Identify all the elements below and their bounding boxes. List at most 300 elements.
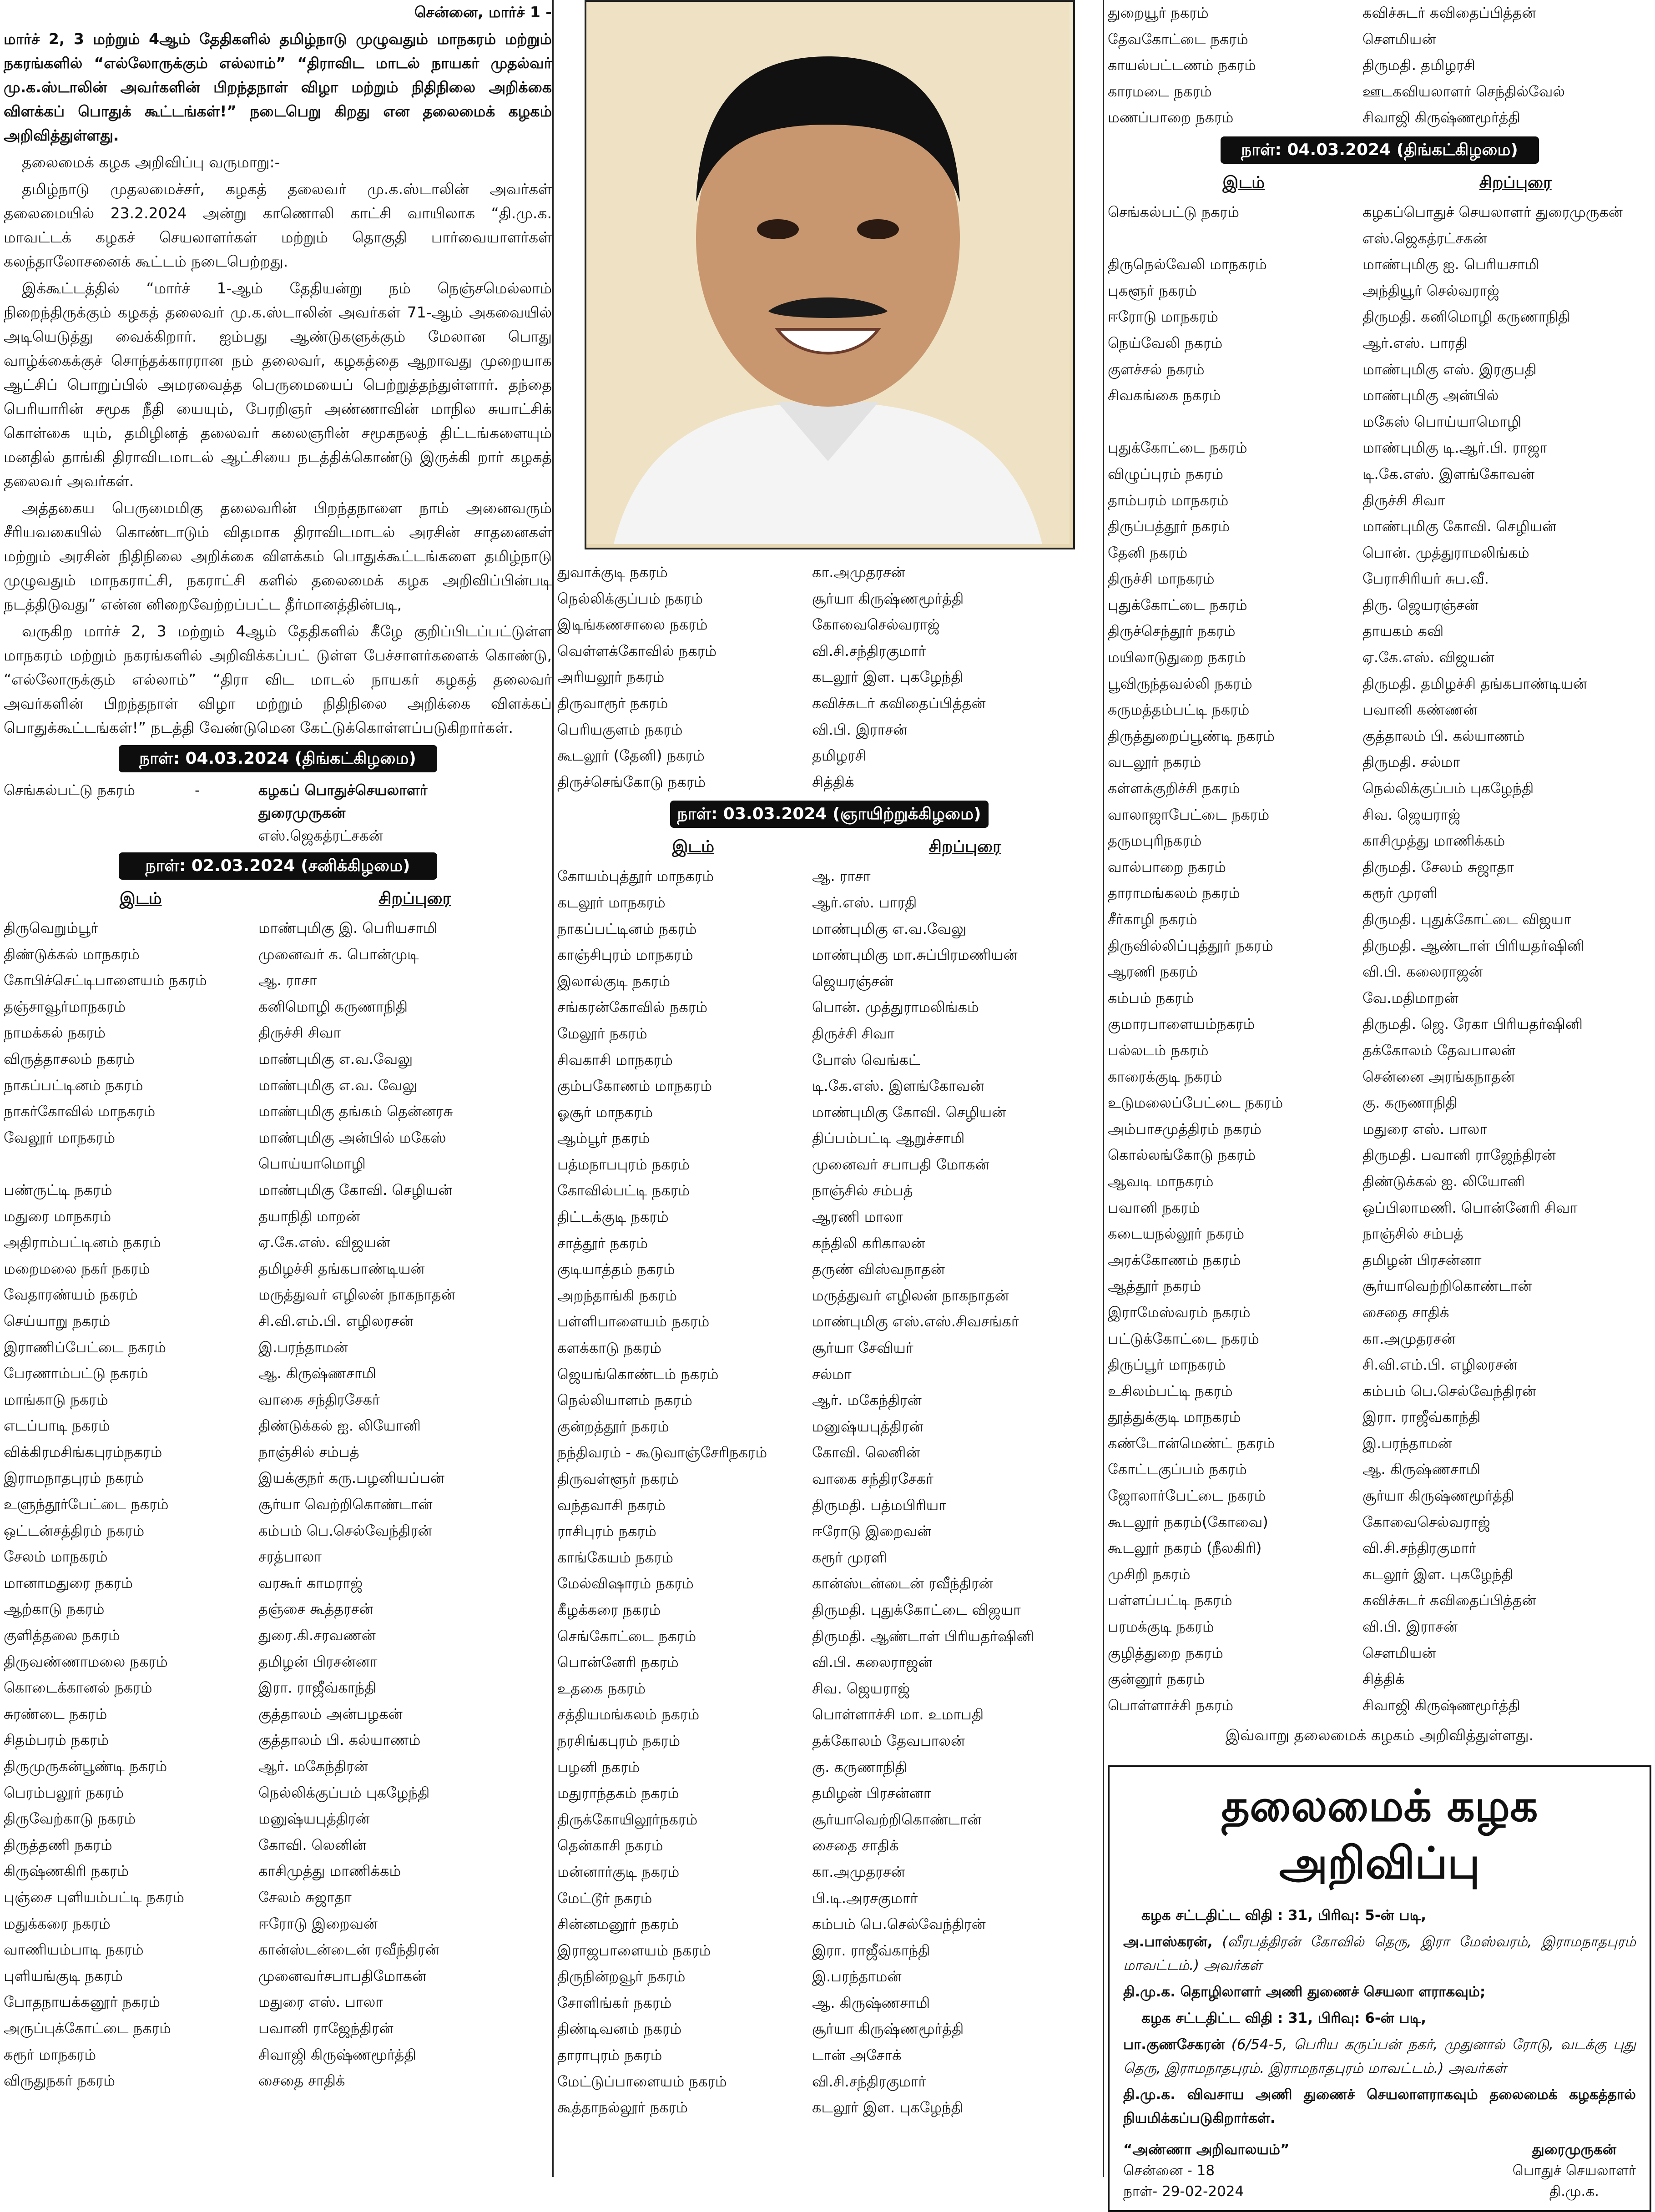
table-row xyxy=(4,1335,552,1361)
table-row xyxy=(4,1046,552,1073)
place: திருவாரூர் நகரம் xyxy=(557,694,668,712)
table-row xyxy=(557,690,1101,717)
speaker: ஆரணி மாலா xyxy=(812,1208,903,1226)
place: திருச்செந்தூர் நகரம் xyxy=(1108,622,1236,640)
table-row xyxy=(557,1099,1101,1126)
speaker: மதுரை எஸ். பாலா xyxy=(258,1993,383,2011)
column-rule xyxy=(1103,0,1104,2177)
speaker: இ.பரந்தாமன் xyxy=(1362,1434,1452,1452)
speaker: டி.கே.எஸ். இளங்கோவன் xyxy=(812,1077,984,1095)
table-row xyxy=(1108,79,1651,105)
table-row xyxy=(1108,749,1651,776)
table-row xyxy=(4,1229,552,1256)
speaker: கழகப்பொதுச் செயலாளர் துரைமுருகன் xyxy=(1362,203,1623,221)
place: திருத்துறைப்பூண்டி நகரம் xyxy=(1108,727,1275,745)
table-row xyxy=(1108,828,1651,854)
table-row xyxy=(1108,1509,1651,1536)
speaker: கவிச்சுடர் கவிதைப்பித்தன் xyxy=(1362,4,1536,21)
table-row xyxy=(4,1911,552,1937)
place: சுரண்டை நகரம் xyxy=(4,1705,107,1723)
table-row xyxy=(4,994,552,1020)
place: காரமடை நகரம் xyxy=(1108,82,1212,100)
place: நெய்வேலி நகரம் xyxy=(1108,334,1223,352)
place: புதுக்கோட்டை நகரம் xyxy=(1108,439,1247,457)
place: வேலூர் மாநகரம் xyxy=(4,1129,116,1146)
place: குளச்சல் நகரம் xyxy=(1108,360,1205,378)
table-row xyxy=(1108,1300,1651,1326)
place: பட்டுக்கோட்டை நகரம் xyxy=(1108,1330,1259,1347)
table-row xyxy=(1108,1273,1651,1300)
table-row xyxy=(557,1597,1101,1623)
table-row xyxy=(1108,985,1651,1012)
place: நாகப்பட்டினம் நகரம் xyxy=(557,920,697,937)
header-place: இடம் xyxy=(119,889,162,908)
table-row xyxy=(4,1884,552,1911)
speaker: குத்தாலம் பி. கல்யாணம் xyxy=(258,1731,421,1749)
speaker: மாண்புமிகு எஸ்.எஸ்.சிவசங்கர் xyxy=(812,1313,1019,1330)
place: வாலாஜாபேட்டை நகரம் xyxy=(1108,806,1270,823)
date-banner: நாள்: 03.03.2024 (ஞாயிற்றுக்கிழமை) xyxy=(670,801,989,828)
place: கடையநல்லூர் நகரம் xyxy=(1108,1225,1245,1243)
table-row xyxy=(1108,514,1651,540)
date-banner: நாள்: 04.03.2024 (திங்கட்கிழமை) xyxy=(1221,136,1539,164)
table-row xyxy=(1108,645,1651,671)
place: மறைமலை நகர் நகரம் xyxy=(4,1260,150,1277)
place: குடியாத்தம் நகரம் xyxy=(557,1260,675,1278)
speaker: கம்பம் பெ.செல்வேந்திரன் xyxy=(812,1915,986,1933)
place: திருத்தணி நகரம் xyxy=(4,1836,112,1854)
speaker: ஈரோடு இறைவன் xyxy=(812,1522,932,1540)
speaker: தயாநிதி மாறன் xyxy=(258,1207,360,1225)
table-row xyxy=(557,1283,1101,1309)
speaker: எஸ்.ஜெகத்ரட்சகன் xyxy=(1362,229,1487,247)
speaker: ஏ.கே.எஸ். விஜயன் xyxy=(258,1234,390,1251)
speaker: தமிழன் பிரசன்னா xyxy=(812,1784,931,1802)
speaker: சி.வி.எம்.பி. எழிலரசன் xyxy=(1362,1356,1518,1374)
place: கோயம்புத்தூர் மாநகரம் xyxy=(557,867,714,885)
table-row xyxy=(1108,1247,1651,1274)
speaker: சூர்யா சேவியர் xyxy=(812,1339,913,1357)
place: பேரணாம்பட்டு நகரம் xyxy=(4,1365,148,1382)
table-row xyxy=(4,1125,552,1151)
speaker: கு. கருணாநிதி xyxy=(812,1758,907,1776)
place: ராசிபுரம் நகரம் xyxy=(557,1522,656,1540)
table-row xyxy=(4,2015,552,2042)
table-row xyxy=(4,1151,552,1177)
speaker: மாண்புமிகு டி.ஆர்.பி. ராஜா xyxy=(1362,439,1548,457)
schedule-list xyxy=(1108,0,1651,131)
place: திருவள்ளூர் நகரம் xyxy=(557,1470,679,1487)
table-row xyxy=(4,1649,552,1675)
speaker: சிவாஜி கிருஷ்ணமூர்த்தி xyxy=(258,2046,416,2063)
place: வேதாரண்யம் நகரம் xyxy=(4,1286,138,1304)
lead-paragraph: மார்ச் 2, 3 மற்றும் 4ஆம் தேதிகளில் தமிழ்நாடு முழுவதும் மாநகரம் மற்றும் நகரங்களில் “எல்லோருக்கும் எல்லாம்” “திராவிட மாடல் நாயகர் முதல்வர் மு.க.ஸ்டாலின் அவர்களின் பிறந்தநாள் விழா மற்றும் நிதிநிலை அறிக்கை விளக்கப் பொதுக் கூட்டங்கள்!” நடைபெறு கிறது என தலைமைக் கழகம் அறிவித்துள்ளது. xyxy=(4,30,552,144)
place: செங்கோட்டை நகரம் xyxy=(557,1627,696,1645)
speaker: மாண்புமிகு எஸ். இரகுபதி xyxy=(1362,360,1537,378)
speaker: திருச்சி சிவா xyxy=(258,1024,341,1042)
speaker: இயக்குநர் கரு.பழனியப்பன் xyxy=(258,1469,444,1487)
appointee-address: (6/54-5, பெரிய கருப்பன் நகர், முதுனால் ரோடு, வடக்கு புது தெரு, இராமநாதபுரம். இராமநாதபுரம் மாவட்டம்.) அவர்கள் xyxy=(1123,2036,1636,2077)
place: கம்பம் நகரம் xyxy=(1108,989,1194,1007)
speaker: ஆர். மகேந்திரன் xyxy=(258,1758,368,1775)
table-row xyxy=(1108,1666,1651,1693)
place: வால்பாறை நகரம் xyxy=(1108,858,1226,876)
column-2 xyxy=(557,0,1101,2177)
speaker: சித்திக் xyxy=(1362,1670,1405,1688)
place: திருக்கோயிலூர்நகரம் xyxy=(557,1810,698,1828)
place: துறையூர் நகரம் xyxy=(1108,4,1209,21)
speaker: மனுஷ்யபுத்திரன் xyxy=(812,1417,923,1435)
place: சத்தியமங்கலம் நகரம் xyxy=(557,1706,700,1723)
table-row xyxy=(1108,671,1651,697)
place: கள்ளக்குறிச்சி நகரம் xyxy=(1108,780,1240,797)
speaker-title: கழகப் பொதுச்செயலாளர் xyxy=(258,781,428,799)
signature-block xyxy=(1123,2139,1636,2202)
table-row xyxy=(1108,409,1651,435)
speaker: ஆ. கிருஷ்ணசாமி xyxy=(258,1365,377,1382)
table-row xyxy=(1108,1431,1651,1457)
place: விழுப்புரம் நகரம் xyxy=(1108,465,1223,483)
place: பொள்ளாச்சி நகரம் xyxy=(1108,1696,1234,1714)
table-row xyxy=(557,1178,1101,1204)
speaker: திருமதி. சேலம் சுஜாதா xyxy=(1362,858,1514,876)
speaker: மாண்புமிகு எ.வ. வேலு xyxy=(258,1076,418,1094)
speaker: தக்கோலம் தேவபாலன் xyxy=(812,1732,965,1749)
place: தென்காசி நகரம் xyxy=(557,1837,663,1854)
table-header xyxy=(4,886,552,912)
table-row xyxy=(1108,1535,1651,1562)
speaker: கோவைசெல்வராஜ் xyxy=(812,616,940,634)
place: கடலூர் மாநகரம் xyxy=(557,893,666,911)
table-row xyxy=(557,1702,1101,1728)
table-row xyxy=(557,1440,1101,1466)
place: பவானி நகரம் xyxy=(1108,1199,1200,1216)
table-row xyxy=(557,942,1101,968)
speaker: கோவி. லெனின் xyxy=(258,1836,367,1854)
speaker: நெல்லிக்குப்பம் புகழேந்தி xyxy=(258,1784,430,1801)
table-row xyxy=(1108,199,1651,226)
table-row xyxy=(4,1544,552,1570)
speaker: எஸ்.ஜெகத்ரட்சகன் xyxy=(258,827,383,844)
speaker: பொள்ளாச்சி மா. உமாபதி xyxy=(812,1706,984,1723)
speaker: சௌமியன் xyxy=(1362,1644,1436,1662)
speaker: திருமதி. சல்மா xyxy=(1362,753,1460,771)
place: ஆத்தூர் நகரம் xyxy=(1108,1277,1201,1295)
place: பல்லடம் நகரம் xyxy=(1108,1041,1209,1059)
table-row xyxy=(557,717,1101,743)
place: தருமபுரிநகரம் xyxy=(1108,832,1202,850)
table-row xyxy=(4,1308,552,1335)
place: நாமக்கல் நகரம் xyxy=(4,1024,106,1042)
place: மானாமதுரை நகரம் xyxy=(4,1574,133,1592)
place: திருவெறும்பூர் xyxy=(4,919,98,937)
place: பெரியகுளம் நகரம் xyxy=(557,721,683,738)
speaker: ஆ. கிருஷ்ணசாமி xyxy=(812,1994,930,2011)
table-row xyxy=(557,743,1101,769)
speaker: கடலூர் இள. புகழேந்தி xyxy=(1362,1565,1514,1583)
schedule-list xyxy=(4,915,552,2094)
table-row xyxy=(1108,1693,1651,1719)
table-row xyxy=(557,1492,1101,1519)
speaker: திருமதி. கனிமொழி கருணாநிதி xyxy=(1362,308,1570,326)
table-row xyxy=(557,664,1101,690)
place: சீர்காழி நகரம் xyxy=(1108,911,1197,928)
speaker: கவிச்சுடர் கவிதைப்பித்தன் xyxy=(1362,1592,1536,1609)
place: உதகை நகரம் xyxy=(557,1679,646,1697)
place: வெள்ளக்கோவில் நகரம் xyxy=(557,642,717,660)
place: செங்கல்பட்டு நகரம் xyxy=(1108,203,1239,221)
column-rule xyxy=(552,0,554,2177)
table-row xyxy=(4,1439,552,1466)
speaker: திருமதி. ஜெ. ரேகா பிரியதர்ஷினி xyxy=(1362,1015,1583,1033)
schedule-entry xyxy=(4,779,552,847)
table-row xyxy=(1108,854,1651,881)
place: செய்யாறு நகரம் xyxy=(4,1312,111,1330)
table-row xyxy=(1108,566,1651,592)
speaker: ஒப்பிலாமணி. பொன்னேரி சிவா xyxy=(1362,1199,1578,1216)
appointee-name: பா.குணசேகரன் xyxy=(1123,2036,1225,2053)
place: மதுராந்தகம் நகரம் xyxy=(557,1784,679,1802)
speaker: கா.அமுதரசன் xyxy=(1362,1330,1456,1347)
table-row xyxy=(1108,1064,1651,1090)
table-row xyxy=(557,916,1101,942)
table-row xyxy=(4,1596,552,1622)
office-name: “அண்ணா அறிவாலயம்” xyxy=(1123,2141,1290,2158)
table-row xyxy=(1108,1614,1651,1640)
speaker: கரூர் முரளி xyxy=(1362,884,1438,902)
place: அறந்தாங்கி நகரம் xyxy=(557,1286,677,1304)
place: பரமக்குடி நகரம் xyxy=(1108,1618,1214,1636)
place: பத்மநாபபுரம் நகரம் xyxy=(557,1155,690,1173)
place: திருவேற்காடு நகரம் xyxy=(4,1810,136,1828)
place: நந்திவரம் - கூடுவாஞ்சேரிநகரம் xyxy=(557,1444,767,1461)
table-row xyxy=(557,890,1101,916)
place: ஒட்டன்சத்திரம் நகரம் xyxy=(4,1522,145,1539)
place: காங்கேயம் நகரம் xyxy=(557,1548,674,1566)
table-row xyxy=(4,2068,552,2094)
speaker: வி.பி. கலைராஜன் xyxy=(1362,963,1483,981)
table-row xyxy=(557,1754,1101,1781)
appointee-address: (வீரபத்திரன் கோவில் தெரு, இரா மேஸ்வரம், இராமநாதபுரம் மாவட்டம்.) அவர்கள் xyxy=(1123,1934,1636,1974)
speaker: சென்னை அரங்கநாதன் xyxy=(1362,1068,1515,1085)
table-row xyxy=(1108,592,1651,619)
place: ஆற்காடு நகரம் xyxy=(4,1600,105,1618)
table-row xyxy=(1108,330,1651,357)
place: திருநெல்வேலி மாநகரம் xyxy=(1108,256,1267,273)
table-row xyxy=(557,863,1101,890)
speaker: குத்தாலம் அன்பழகன் xyxy=(258,1705,403,1723)
place: ஈரோடு மாநகரம் xyxy=(1108,308,1219,326)
table-row xyxy=(4,1020,552,1046)
table-row xyxy=(1108,26,1651,53)
speaker: சைதை சாதிக் xyxy=(1362,1303,1449,1321)
speaker: காசிமுத்து மாணிக்கம் xyxy=(1362,832,1505,850)
speaker: கனிமொழி கருணாநிதி xyxy=(258,998,408,1015)
table-row xyxy=(4,1256,552,1282)
table-row xyxy=(4,1518,552,1544)
place: எடப்பாடி நகரம் xyxy=(4,1417,110,1435)
table-row xyxy=(4,1701,552,1728)
table-row xyxy=(1108,1142,1651,1169)
place: திண்டுக்கல் மாநகரம் xyxy=(4,945,140,963)
place: மதுரை மாநகரம் xyxy=(4,1207,111,1225)
table-row xyxy=(557,1518,1101,1545)
place: அதிராம்பட்டினம் நகரம் xyxy=(4,1234,161,1251)
schedule-list xyxy=(557,863,1101,2121)
rule-line: கழக சட்டதிட்ட விதி : 31, பிரிவு: 6-ன் படி, xyxy=(1141,2010,1427,2027)
speaker: பி.டி.அரசகுமார் xyxy=(812,1889,918,1907)
speaker: கோவி. லெனின் xyxy=(812,1444,920,1461)
table-row xyxy=(557,1335,1101,1361)
speaker: கடலூர் இள. புகழேந்தி xyxy=(812,2099,963,2116)
place: மாங்காடு நகரம் xyxy=(4,1391,108,1408)
place: சாத்தூர் நகரம் xyxy=(557,1234,648,1252)
table-row xyxy=(1108,618,1651,645)
place xyxy=(4,1151,258,1177)
place: திருப்பூர் மாநகரம் xyxy=(1108,1356,1226,1374)
place: பண்ருட்டி நகரம் xyxy=(4,1181,112,1199)
table-row xyxy=(1108,383,1651,409)
speaker: சிவாஜி கிருஷ்ணமூர்த்தி xyxy=(1362,109,1520,126)
place xyxy=(1108,226,1362,252)
place: கூடலூர் நகரம் (நீலகிரி) xyxy=(1108,1539,1262,1557)
schedule-list xyxy=(1108,199,1651,1718)
place: வடலூர் நகரம் xyxy=(1108,753,1201,771)
appointee xyxy=(1123,2033,1636,2080)
schedule-list xyxy=(557,559,1101,795)
date-banner: நாள்: 04.03.2024 (திங்கட்கிழமை) xyxy=(119,745,437,772)
table-row xyxy=(557,1230,1101,1257)
speaker: சிவாஜி கிருஷ்ணமூர்த்தி xyxy=(1362,1696,1520,1714)
speaker: மாண்புமிகு ஐ. பெரியசாமி xyxy=(1362,256,1539,273)
place: இராஜபாளையம் நகரம் xyxy=(557,1941,711,1959)
table-row xyxy=(557,1047,1101,1073)
place: சங்கரன்கோவில் நகரம் xyxy=(557,998,708,1016)
table-row xyxy=(4,1780,552,1806)
place: செங்கல்பட்டு நகரம் xyxy=(4,781,135,799)
speaker: முனைவர் சபாபதி மோகன் xyxy=(812,1155,989,1173)
speaker: கம்பம் பெ.செல்வேந்திரன் xyxy=(258,1522,432,1539)
table-row xyxy=(1108,1090,1651,1116)
table-row xyxy=(1108,488,1651,514)
table-row xyxy=(4,1491,552,1518)
header-speaker: சிறப்புரை xyxy=(928,837,1001,857)
place: காரைக்குடி நகரம் xyxy=(1108,1068,1222,1085)
table-row xyxy=(4,2042,552,2068)
rule-line: கழக சட்டதிட்ட விதி : 31, பிரிவு: 5-ன் படி, xyxy=(1141,1907,1427,1924)
place: கோவில்பட்டி நகரம் xyxy=(557,1182,690,1199)
speaker: மாண்புமிகு எ.வ.வேலு xyxy=(258,1050,413,1068)
speaker: பேராசிரியர் சுப.வீ. xyxy=(1362,570,1489,588)
table-row xyxy=(1108,1195,1651,1221)
speaker: இ.பரந்தாமன் xyxy=(812,1968,902,1985)
speaker: நாஞ்சில் சம்பத் xyxy=(1362,1225,1463,1243)
place: கோட்டகுப்பம் நகரம் xyxy=(1108,1461,1247,1478)
speaker: திருமதி. ஆண்டாள் பிரியதர்ஷினி xyxy=(1362,937,1584,954)
place: திண்டிவனம் நகரம் xyxy=(557,2020,682,2038)
paragraph: தமிழ்நாடு முதலமைச்சர், கழகத் தலைவர் மு.க.ஸ்டாலின் அவர்கள் தலைமையில் 23.2.2024 அன்று காணொலி காட்சி வாயிலாக “தி.மு.க. மாவட்டக் கழகச் செயலாளர்கள் மற்றும் தொகுதி பார்வையாளர்கள் கலந்தாலோசனைக் கூட்டம் நடைபெற்றது. xyxy=(4,180,552,270)
table-row xyxy=(557,1309,1101,1335)
column-3 xyxy=(1108,0,1651,2200)
table-row xyxy=(557,1780,1101,1807)
place: தஞ்சாவூர்மாநகரம் xyxy=(4,998,126,1015)
place: போதநாயக்கனூர் நகரம் xyxy=(4,1993,160,2011)
speaker: வி.சி.சந்திரகுமார் xyxy=(1362,1539,1477,1557)
table-row xyxy=(557,2016,1101,2042)
place: கூத்தாநல்லூர் நகரம் xyxy=(557,2099,688,2116)
portrait-photo xyxy=(585,0,1075,549)
speaker: திருமதி. ஆண்டாள் பிரியதர்ஷினி xyxy=(812,1627,1034,1645)
paragraph: அத்தகைய பெருமைமிகு தலைவரின் பிறந்தநாளை நாம் அனைவரும் சீரியவகையில் கொண்டாடும் விதமாக திராவிடமாடல் அரசின் சாதனைகள் மற்றும் அரசின் நிதிநிலை அறிக்கை விளக்கம் பொதுக்கூட்டங்களை தமிழ்நாடு முழுவதும் மாநகராட்சி, நகராட்சி களில் தலைமைக் கழக அறிவிப்பின்படி நடத்திடுவது” என்ன னிறைவேற்றப்பட்ட தீர்மானத்தின்படி, xyxy=(4,499,552,613)
place: குமாரபாளையம்நகரம் xyxy=(1108,1015,1255,1033)
place: ஆவடி மாநகரம் xyxy=(1108,1172,1214,1190)
table-row xyxy=(1108,435,1651,461)
speaker: மாண்புமிகு எ.வ.வேலு xyxy=(812,920,967,937)
place: துவாக்குடி நகரம் xyxy=(557,564,668,581)
table-row xyxy=(4,1098,552,1125)
table-row xyxy=(1108,304,1651,330)
table-row xyxy=(4,1177,552,1204)
place: கண்டோன்மெண்ட் நகரம் xyxy=(1108,1434,1275,1452)
announcement-box xyxy=(1108,1765,1651,2212)
speaker: திருமதி. புதுக்கோட்டை விஜயா xyxy=(812,1601,1021,1618)
table-row xyxy=(4,1465,552,1491)
place: காயல்பட்டணம் நகரம் xyxy=(1108,56,1256,74)
place: மயிலாடுதுறை நகரம் xyxy=(1108,649,1246,666)
table-row xyxy=(1108,1221,1651,1247)
place: சோளிங்கர் நகரம் xyxy=(557,1994,672,2011)
table-row xyxy=(557,1649,1101,1676)
table-row xyxy=(4,1753,552,1780)
speaker: அந்தியூர் செல்வராஜ் xyxy=(1362,282,1499,299)
table-row xyxy=(4,1360,552,1387)
place: மணப்பாறை நகரம் xyxy=(1108,109,1234,126)
table-row xyxy=(557,1152,1101,1178)
speaker: இரா. ராஜீவ்காந்தி xyxy=(1362,1408,1481,1426)
place: சிவகாசி மாநகரம் xyxy=(557,1051,673,1068)
place: கும்பகோணம் மாநகரம் xyxy=(557,1077,712,1095)
speaker: தமிழன் பிரசன்னா xyxy=(1362,1251,1482,1269)
table-row xyxy=(557,1676,1101,1702)
speaker: சூர்யாவெற்றிகொண்டான் xyxy=(1362,1277,1532,1295)
table-row xyxy=(4,967,552,994)
table-row xyxy=(4,1806,552,1832)
speaker: சரத்பாலா xyxy=(258,1548,322,1566)
speaker: சூர்யா கிருஷ்ணமூர்த்தி xyxy=(812,2020,964,2038)
place: பூவிருந்தவல்லி நகரம் xyxy=(1108,675,1252,692)
place: கொல்லங்கோடு நகரம் xyxy=(1108,1146,1256,1164)
speaker: மகேஸ் பொய்யாமொழி xyxy=(1362,413,1522,430)
place: கோபிச்செட்டிபாளையம் நகரம் xyxy=(4,972,207,989)
table-row xyxy=(557,1807,1101,1833)
place: பள்ளிபாளையம் நகரம் xyxy=(557,1313,710,1330)
appointee xyxy=(1123,1930,1636,1977)
speaker: சேலம் சுஜாதா xyxy=(258,1888,352,1906)
place: களக்காடு நகரம் xyxy=(557,1339,662,1357)
speaker: திருச்சி சிவா xyxy=(1362,491,1445,509)
appointee-role: தி.மு.க. தொழிலாளர் அணி துணைச் செயலா ளராகவும்; xyxy=(1123,1984,1486,2000)
place: இராமநாதபுரம் நகரம் xyxy=(4,1469,144,1487)
place: திருமுருகன்பூண்டி நகரம் xyxy=(4,1758,167,1775)
speaker: மாண்புமிகு தங்கம் தென்னரசு xyxy=(258,1103,453,1120)
place: புகளூர் நகரம் xyxy=(1108,282,1197,299)
speaker: தஞ்சை கூத்தரசன் xyxy=(258,1600,373,1618)
table-row xyxy=(557,968,1101,995)
speaker: திருமதி. தமிழச்சி தங்கபாண்டியன் xyxy=(1362,675,1587,692)
table-row xyxy=(557,2095,1101,2121)
speaker: கவிச்சுடர் கவிதைப்பித்தன் xyxy=(812,694,986,712)
place: வாணியம்பாடி நகரம் xyxy=(4,1941,144,1959)
